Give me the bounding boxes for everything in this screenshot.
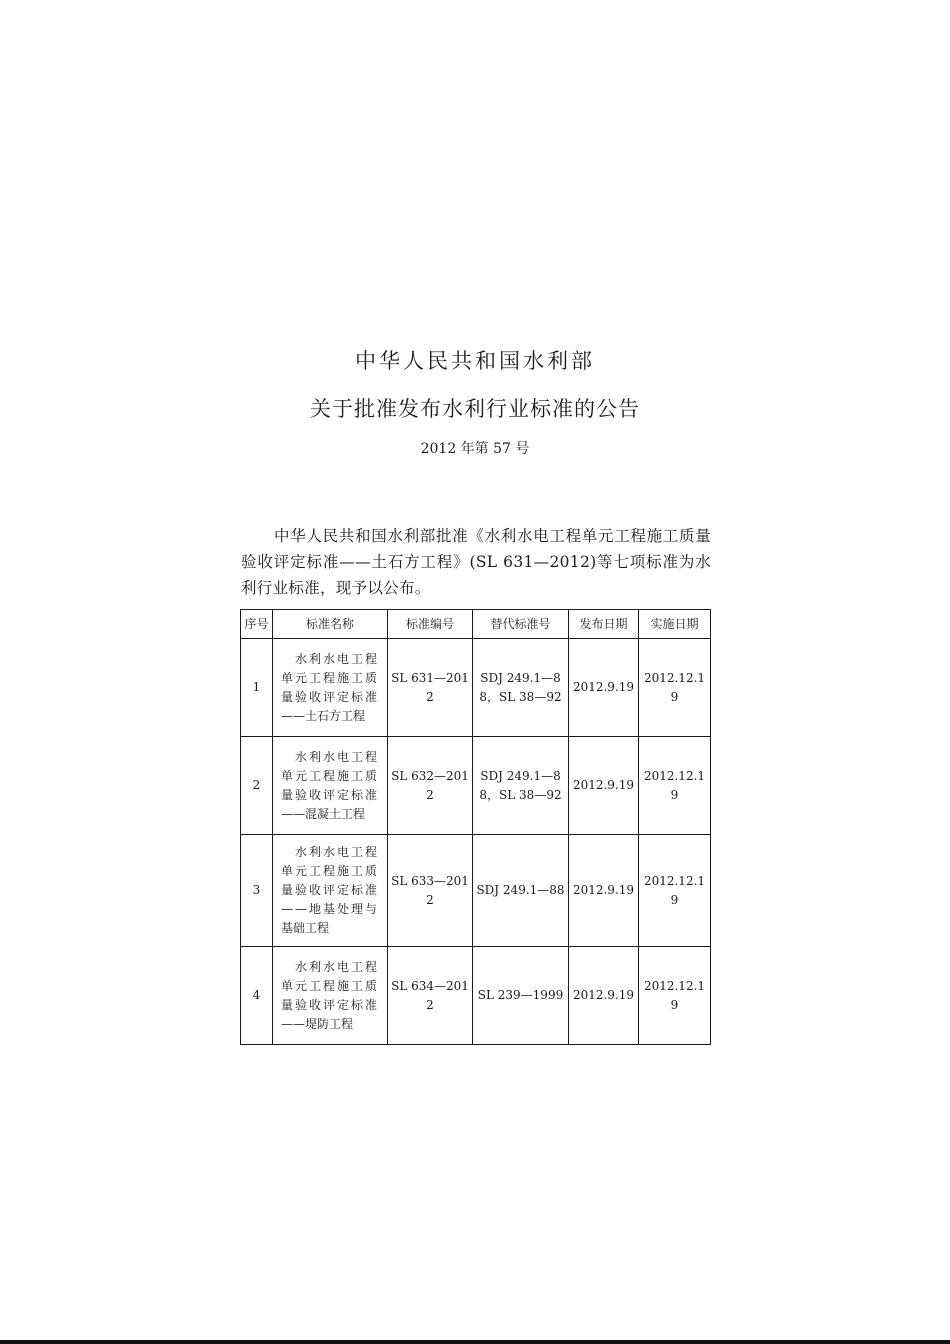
standards-table — [240, 609, 711, 1045]
table-row — [241, 639, 711, 737]
row-replaces: SDJ 249.1—88，SL 38—92 — [473, 639, 569, 737]
announcement-paragraph: 中华人民共和国水利部批准《水利水电工程单元工程施工质量验收评定标准——土石方工程》(SL 631—2012)等七项标准为水利行业标准，现予以公布。 — [241, 526, 711, 597]
row-code: SL 631—2012 — [388, 639, 473, 737]
name-line: 水利水电工程 — [295, 749, 380, 764]
name-line: ——堤防工程 — [281, 1016, 354, 1031]
name-line: 量验收评定标准 — [281, 689, 380, 704]
row-issued: 2012.9.19 — [569, 835, 639, 947]
name-line: 量验收评定标准 — [281, 787, 380, 802]
row-issued: 2012.9.19 — [569, 947, 639, 1045]
announcement-number: 2012 年第 57 号 — [420, 441, 530, 457]
row-replaces: SDJ 249.1—88 — [473, 835, 569, 947]
row-code: SL 634—2012 — [388, 947, 473, 1045]
header-effective: 实施日期 — [639, 610, 711, 639]
row-index: 1 — [241, 639, 273, 737]
row-effective: 2012.12.19 — [639, 947, 711, 1045]
table-header-row — [241, 610, 711, 639]
row-effective: 2012.12.19 — [639, 737, 711, 835]
header-code: 标准编号 — [388, 610, 473, 639]
name-line: 单元工程施工质 — [281, 768, 380, 783]
header-index: 序号 — [241, 610, 273, 639]
row-index: 4 — [241, 947, 273, 1045]
name-line: 量验收评定标准 — [281, 883, 380, 897]
issuer-heading: 中华人民共和国水利部 — [355, 349, 595, 373]
row-name — [273, 947, 388, 1045]
name-line: 水利水电工程 — [295, 651, 380, 666]
row-code: SL 633—2012 — [388, 835, 473, 947]
row-name — [273, 835, 388, 947]
name-line: ——土石方工程 — [281, 708, 366, 723]
table-row — [241, 947, 711, 1045]
name-line: 单元工程施工质 — [281, 670, 380, 685]
page-bottom-rule — [0, 1340, 950, 1344]
row-index: 3 — [241, 835, 273, 947]
name-line: 基础工程 — [281, 921, 330, 935]
name-line: ——混凝土工程 — [281, 806, 366, 821]
row-code: SL 632—2012 — [388, 737, 473, 835]
announcement-title: 关于批准发布水利行业标准的公告 — [310, 397, 640, 421]
row-effective: 2012.12.19 — [639, 639, 711, 737]
name-line: 单元工程施工质 — [281, 978, 380, 993]
name-line: 水利水电工程 — [295, 959, 380, 974]
table-row — [241, 835, 711, 947]
name-line: 水利水电工程 — [295, 845, 380, 859]
row-replaces: SL 239—1999 — [473, 947, 569, 1045]
name-line: 单元工程施工质 — [281, 864, 380, 878]
header-issued: 发布日期 — [569, 610, 639, 639]
name-line: 量验收评定标准 — [281, 997, 380, 1012]
row-issued: 2012.9.19 — [569, 639, 639, 737]
row-effective: 2012.12.19 — [639, 835, 711, 947]
row-name — [273, 639, 388, 737]
header-name: 标准名称 — [273, 610, 388, 639]
row-replaces: SDJ 249.1—88，SL 38—92 — [473, 737, 569, 835]
table-row — [241, 737, 711, 835]
row-name — [273, 737, 388, 835]
header-replaces: 替代标准号 — [473, 610, 569, 639]
row-issued: 2012.9.19 — [569, 737, 639, 835]
row-index: 2 — [241, 737, 273, 835]
name-line: ——地基处理与 — [281, 902, 380, 916]
